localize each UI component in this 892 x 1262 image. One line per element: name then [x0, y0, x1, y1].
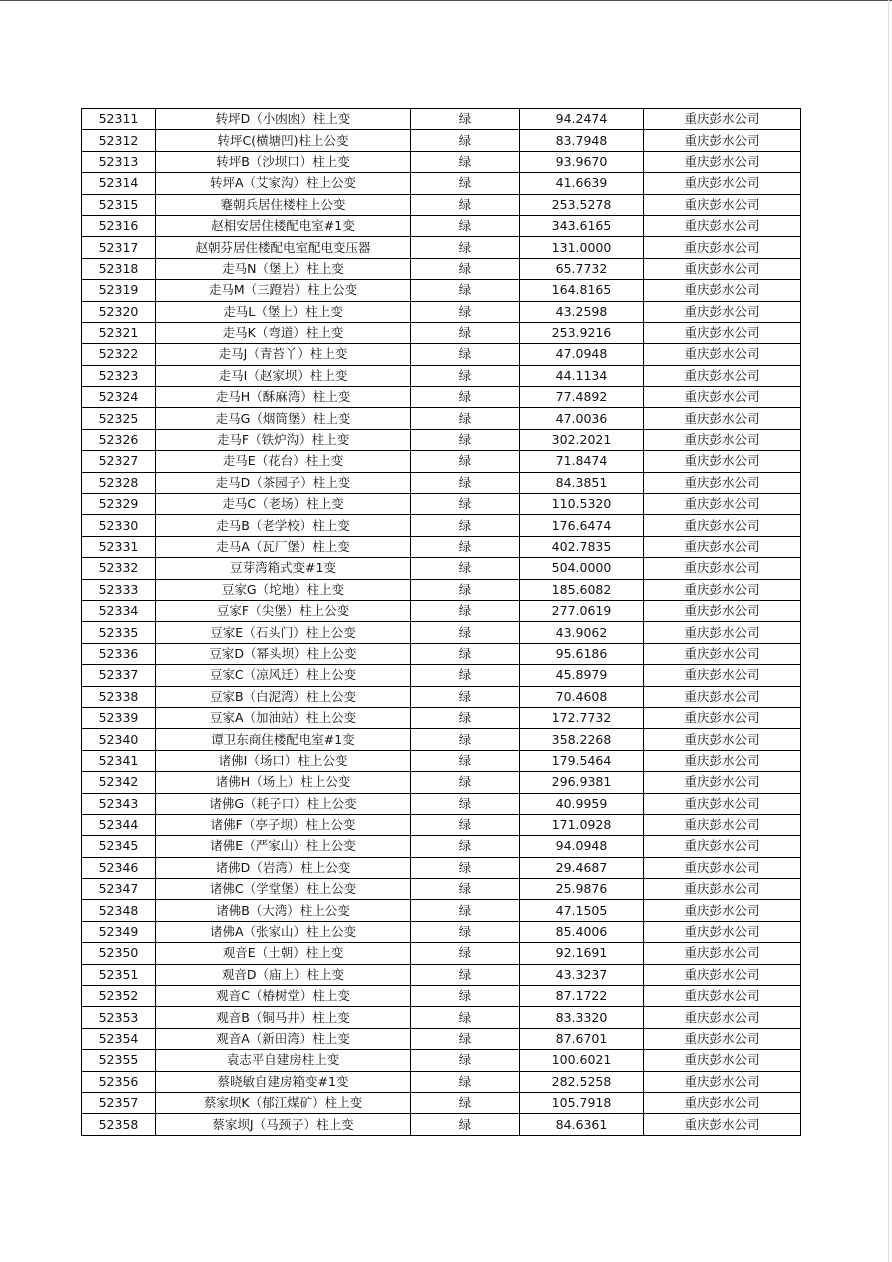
- company-cell: 重庆彭水公司: [644, 344, 801, 365]
- value-cell: 253.5278: [520, 194, 644, 215]
- status-color-cell: 绿: [411, 1028, 520, 1049]
- transformer-name-cell: 走马F（铁炉沟）柱上变: [156, 429, 411, 450]
- table-row: [82, 707, 801, 728]
- company-cell: 重庆彭水公司: [644, 536, 801, 557]
- row-id-cell: 52315: [82, 194, 156, 215]
- transformer-name-cell: 走马J（青苔丫）柱上变: [156, 344, 411, 365]
- transformer-name-cell: 豆家B（白泥湾）柱上公变: [156, 686, 411, 707]
- row-id-cell: 52357: [82, 1092, 156, 1113]
- row-id-cell: 52355: [82, 1050, 156, 1071]
- table-row: [82, 1092, 801, 1113]
- row-id-cell: 52339: [82, 707, 156, 728]
- status-color-cell: 绿: [411, 964, 520, 985]
- table-row: [82, 1007, 801, 1028]
- row-id-cell: 52316: [82, 215, 156, 236]
- row-id-cell: 52314: [82, 173, 156, 194]
- transformer-name-cell: 蔡家坝J（马颈子）柱上变: [156, 1114, 411, 1135]
- transformer-name-cell: 蔡家坝K（郁江煤矿）柱上变: [156, 1092, 411, 1113]
- status-color-cell: 绿: [411, 986, 520, 1007]
- table-row: [82, 921, 801, 942]
- table-row: [82, 686, 801, 707]
- row-id-cell: 52313: [82, 151, 156, 172]
- row-id-cell: 52349: [82, 921, 156, 942]
- table-row: [82, 301, 801, 322]
- table-row: [82, 1114, 801, 1135]
- row-id-cell: 52345: [82, 836, 156, 857]
- status-color-cell: 绿: [411, 665, 520, 686]
- value-cell: 85.4006: [520, 921, 644, 942]
- company-cell: 重庆彭水公司: [644, 215, 801, 236]
- company-cell: 重庆彭水公司: [644, 130, 801, 151]
- status-color-cell: 绿: [411, 793, 520, 814]
- row-id-cell: 52341: [82, 750, 156, 771]
- table-row: [82, 793, 801, 814]
- company-cell: 重庆彭水公司: [644, 322, 801, 343]
- row-id-cell: 52343: [82, 793, 156, 814]
- status-color-cell: 绿: [411, 1071, 520, 1092]
- row-id-cell: 52325: [82, 408, 156, 429]
- transformer-name-cell: 观音E（土朝）柱上变: [156, 943, 411, 964]
- company-cell: 重庆彭水公司: [644, 1092, 801, 1113]
- company-cell: 重庆彭水公司: [644, 365, 801, 386]
- table-row: [82, 622, 801, 643]
- table-row: [82, 515, 801, 536]
- transformer-name-cell: 走马D（茶园子）柱上变: [156, 472, 411, 493]
- table-row: [82, 109, 801, 130]
- transformer-name-cell: 观音B（铜马井）柱上变: [156, 1007, 411, 1028]
- transformer-name-cell: 赵相安居住楼配电室#1变: [156, 215, 411, 236]
- value-cell: 296.9381: [520, 772, 644, 793]
- company-cell: 重庆彭水公司: [644, 494, 801, 515]
- company-cell: 重庆彭水公司: [644, 665, 801, 686]
- row-id-cell: 52338: [82, 686, 156, 707]
- table-row: [82, 536, 801, 557]
- status-color-cell: 绿: [411, 173, 520, 194]
- row-id-cell: 52323: [82, 365, 156, 386]
- company-cell: 重庆彭水公司: [644, 1007, 801, 1028]
- value-cell: 45.8979: [520, 665, 644, 686]
- value-cell: 41.6639: [520, 173, 644, 194]
- transformer-name-cell: 走马B（老学校）柱上变: [156, 515, 411, 536]
- row-id-cell: 52329: [82, 494, 156, 515]
- row-id-cell: 52330: [82, 515, 156, 536]
- row-id-cell: 52327: [82, 451, 156, 472]
- company-cell: 重庆彭水公司: [644, 879, 801, 900]
- status-color-cell: 绿: [411, 151, 520, 172]
- transformer-name-cell: 走马N（堡上）柱上变: [156, 258, 411, 279]
- status-color-cell: 绿: [411, 258, 520, 279]
- table-row: [82, 857, 801, 878]
- transformer-name-cell: 赵朝芬居住楼配电室配电变压器: [156, 237, 411, 258]
- status-color-cell: 绿: [411, 215, 520, 236]
- status-color-cell: 绿: [411, 301, 520, 322]
- transformer-name-cell: 观音D（庙上）柱上变: [156, 964, 411, 985]
- table-row: [82, 451, 801, 472]
- status-color-cell: 绿: [411, 1092, 520, 1113]
- company-cell: 重庆彭水公司: [644, 301, 801, 322]
- value-cell: 185.6082: [520, 579, 644, 600]
- table-row: [82, 215, 801, 236]
- value-cell: 70.4608: [520, 686, 644, 707]
- value-cell: 176.6474: [520, 515, 644, 536]
- transformer-name-cell: 诸佛H（场上）柱上公变: [156, 772, 411, 793]
- status-color-cell: 绿: [411, 365, 520, 386]
- row-id-cell: 52332: [82, 558, 156, 579]
- row-id-cell: 52350: [82, 943, 156, 964]
- company-cell: 重庆彭水公司: [644, 600, 801, 621]
- company-cell: 重庆彭水公司: [644, 857, 801, 878]
- transformer-name-cell: 观音A（新田湾）柱上变: [156, 1028, 411, 1049]
- value-cell: 282.5258: [520, 1071, 644, 1092]
- transformer-name-cell: 诸佛I（场口）柱上公变: [156, 750, 411, 771]
- status-color-cell: 绿: [411, 472, 520, 493]
- company-cell: 重庆彭水公司: [644, 109, 801, 130]
- value-cell: 47.0036: [520, 408, 644, 429]
- transformer-name-cell: 豆家E（石头门）柱上公变: [156, 622, 411, 643]
- row-id-cell: 52334: [82, 600, 156, 621]
- transformer-name-cell: 走马I（赵家坝）柱上变: [156, 365, 411, 386]
- table-row: [82, 322, 801, 343]
- transformer-name-cell: 走马A（瓦厂堡）柱上变: [156, 536, 411, 557]
- table-row: [82, 964, 801, 985]
- status-color-cell: 绿: [411, 600, 520, 621]
- transformer-name-cell: 诸佛G（耗子口）柱上公变: [156, 793, 411, 814]
- company-cell: 重庆彭水公司: [644, 1028, 801, 1049]
- transformer-name-cell: 走马E（花台）柱上变: [156, 451, 411, 472]
- company-cell: 重庆彭水公司: [644, 943, 801, 964]
- value-cell: 83.3320: [520, 1007, 644, 1028]
- status-color-cell: 绿: [411, 879, 520, 900]
- table-row: [82, 750, 801, 771]
- table-row: [82, 814, 801, 835]
- value-cell: 95.6186: [520, 643, 644, 664]
- transformer-name-cell: 豆家D（幂头坝）柱上公变: [156, 643, 411, 664]
- company-cell: 重庆彭水公司: [644, 558, 801, 579]
- status-color-cell: 绿: [411, 387, 520, 408]
- company-cell: 重庆彭水公司: [644, 750, 801, 771]
- transformer-name-cell: 转坪A（艾家沟）柱上公变: [156, 173, 411, 194]
- table-row: [82, 879, 801, 900]
- status-color-cell: 绿: [411, 1114, 520, 1135]
- company-cell: 重庆彭水公司: [644, 622, 801, 643]
- company-cell: 重庆彭水公司: [644, 986, 801, 1007]
- row-id-cell: 52324: [82, 387, 156, 408]
- row-id-cell: 52319: [82, 280, 156, 301]
- value-cell: 100.6021: [520, 1050, 644, 1071]
- value-cell: 93.9670: [520, 151, 644, 172]
- status-color-cell: 绿: [411, 1007, 520, 1028]
- status-color-cell: 绿: [411, 686, 520, 707]
- transformer-name-cell: 诸佛F（亭子坝）柱上公变: [156, 814, 411, 835]
- transformer-name-cell: 走马G（烟筒堡）柱上变: [156, 408, 411, 429]
- company-cell: 重庆彭水公司: [644, 387, 801, 408]
- status-color-cell: 绿: [411, 857, 520, 878]
- transformer-name-cell: 豆芽湾箱式变#1变: [156, 558, 411, 579]
- table-row: [82, 387, 801, 408]
- status-color-cell: 绿: [411, 280, 520, 301]
- row-id-cell: 52340: [82, 729, 156, 750]
- row-id-cell: 52331: [82, 536, 156, 557]
- company-cell: 重庆彭水公司: [644, 151, 801, 172]
- row-id-cell: 52352: [82, 986, 156, 1007]
- transformer-name-cell: 诸佛C（学堂堡）柱上公变: [156, 879, 411, 900]
- value-cell: 164.8165: [520, 280, 644, 301]
- status-color-cell: 绿: [411, 536, 520, 557]
- transformer-name-cell: 转坪B（沙坝口）柱上变: [156, 151, 411, 172]
- status-color-cell: 绿: [411, 237, 520, 258]
- transformer-name-cell: 谭卫东商住楼配电室#1变: [156, 729, 411, 750]
- row-id-cell: 52337: [82, 665, 156, 686]
- status-color-cell: 绿: [411, 194, 520, 215]
- value-cell: 43.9062: [520, 622, 644, 643]
- status-color-cell: 绿: [411, 429, 520, 450]
- status-color-cell: 绿: [411, 921, 520, 942]
- company-cell: 重庆彭水公司: [644, 429, 801, 450]
- status-color-cell: 绿: [411, 643, 520, 664]
- row-id-cell: 52326: [82, 429, 156, 450]
- row-id-cell: 52342: [82, 772, 156, 793]
- value-cell: 171.0928: [520, 814, 644, 835]
- table-row: [82, 1071, 801, 1092]
- company-cell: 重庆彭水公司: [644, 686, 801, 707]
- row-id-cell: 52346: [82, 857, 156, 878]
- value-cell: 172.7732: [520, 707, 644, 728]
- table-row: [82, 986, 801, 1007]
- transformer-name-cell: 豆家C（凉风迁）柱上公变: [156, 665, 411, 686]
- transformer-name-cell: 走马L（堡上）柱上变: [156, 301, 411, 322]
- value-cell: 94.0948: [520, 836, 644, 857]
- value-cell: 84.3851: [520, 472, 644, 493]
- value-cell: 94.2474: [520, 109, 644, 130]
- table-row: [82, 558, 801, 579]
- transformer-name-cell: 诸佛A（张家山）柱上公变: [156, 921, 411, 942]
- table-row: [82, 772, 801, 793]
- value-cell: 84.6361: [520, 1114, 644, 1135]
- status-color-cell: 绿: [411, 772, 520, 793]
- row-id-cell: 52321: [82, 322, 156, 343]
- value-cell: 77.4892: [520, 387, 644, 408]
- status-color-cell: 绿: [411, 494, 520, 515]
- status-color-cell: 绿: [411, 451, 520, 472]
- table-row: [82, 130, 801, 151]
- transformer-name-cell: 蔡晓敏自建房箱变#1变: [156, 1071, 411, 1092]
- company-cell: 重庆彭水公司: [644, 515, 801, 536]
- transformer-name-cell: 豆家F（尖堡）柱上公变: [156, 600, 411, 621]
- transformer-name-cell: 走马H（酥麻湾）柱上变: [156, 387, 411, 408]
- value-cell: 92.1691: [520, 943, 644, 964]
- value-cell: 44.1134: [520, 365, 644, 386]
- value-cell: 343.6165: [520, 215, 644, 236]
- value-cell: 47.1505: [520, 900, 644, 921]
- value-cell: 402.7835: [520, 536, 644, 557]
- row-id-cell: 52333: [82, 579, 156, 600]
- table-row: [82, 173, 801, 194]
- table-row: [82, 1050, 801, 1071]
- row-id-cell: 52353: [82, 1007, 156, 1028]
- table-row: [82, 344, 801, 365]
- value-cell: 302.2021: [520, 429, 644, 450]
- transformer-name-cell: 走马C（老场）柱上变: [156, 494, 411, 515]
- company-cell: 重庆彭水公司: [644, 280, 801, 301]
- row-id-cell: 52336: [82, 643, 156, 664]
- table-row: [82, 943, 801, 964]
- company-cell: 重庆彭水公司: [644, 900, 801, 921]
- status-color-cell: 绿: [411, 1050, 520, 1071]
- table-row: [82, 472, 801, 493]
- company-cell: 重庆彭水公司: [644, 1114, 801, 1135]
- company-cell: 重庆彭水公司: [644, 836, 801, 857]
- transformer-table: [81, 108, 801, 1136]
- status-color-cell: 绿: [411, 558, 520, 579]
- value-cell: 25.9876: [520, 879, 644, 900]
- company-cell: 重庆彭水公司: [644, 408, 801, 429]
- table-row: [82, 258, 801, 279]
- transformer-name-cell: 诸佛D（岩湾）柱上公变: [156, 857, 411, 878]
- table-row: [82, 194, 801, 215]
- row-id-cell: 52356: [82, 1071, 156, 1092]
- value-cell: 277.0619: [520, 600, 644, 621]
- row-id-cell: 52347: [82, 879, 156, 900]
- row-id-cell: 52348: [82, 900, 156, 921]
- row-id-cell: 52318: [82, 258, 156, 279]
- status-color-cell: 绿: [411, 814, 520, 835]
- company-cell: 重庆彭水公司: [644, 451, 801, 472]
- status-color-cell: 绿: [411, 109, 520, 130]
- table-row: [82, 600, 801, 621]
- table-row: [82, 237, 801, 258]
- transformer-name-cell: 观音C（椿树堂）柱上变: [156, 986, 411, 1007]
- value-cell: 83.7948: [520, 130, 644, 151]
- row-id-cell: 52344: [82, 814, 156, 835]
- value-cell: 110.5320: [520, 494, 644, 515]
- value-cell: 29.4687: [520, 857, 644, 878]
- value-cell: 253.9216: [520, 322, 644, 343]
- row-id-cell: 52358: [82, 1114, 156, 1135]
- table-row: [82, 365, 801, 386]
- status-color-cell: 绿: [411, 707, 520, 728]
- table-row: [82, 836, 801, 857]
- transformer-name-cell: 袁志平自建房柱上变: [156, 1050, 411, 1071]
- transformer-name-cell: 诸佛E（严家山）柱上公变: [156, 836, 411, 857]
- row-id-cell: 52335: [82, 622, 156, 643]
- transformer-name-cell: 豆家A（加油站）柱上公变: [156, 707, 411, 728]
- table-row: [82, 643, 801, 664]
- value-cell: 43.2598: [520, 301, 644, 322]
- table-row: [82, 900, 801, 921]
- transformer-name-cell: 豆家G（坨地）柱上变: [156, 579, 411, 600]
- table-row: [82, 151, 801, 172]
- company-cell: 重庆彭水公司: [644, 472, 801, 493]
- table-row: [82, 729, 801, 750]
- value-cell: 43.3237: [520, 964, 644, 985]
- table-row: [82, 579, 801, 600]
- value-cell: 65.7732: [520, 258, 644, 279]
- status-color-cell: 绿: [411, 750, 520, 771]
- row-id-cell: 52322: [82, 344, 156, 365]
- transformer-name-cell: 转坪D（小凼凼）柱上变: [156, 109, 411, 130]
- status-color-cell: 绿: [411, 943, 520, 964]
- status-color-cell: 绿: [411, 579, 520, 600]
- value-cell: 40.9959: [520, 793, 644, 814]
- status-color-cell: 绿: [411, 408, 520, 429]
- value-cell: 87.1722: [520, 986, 644, 1007]
- company-cell: 重庆彭水公司: [644, 729, 801, 750]
- row-id-cell: 52312: [82, 130, 156, 151]
- status-color-cell: 绿: [411, 622, 520, 643]
- company-cell: 重庆彭水公司: [644, 707, 801, 728]
- table-row: [82, 280, 801, 301]
- row-id-cell: 52311: [82, 109, 156, 130]
- value-cell: 504.0000: [520, 558, 644, 579]
- company-cell: 重庆彭水公司: [644, 814, 801, 835]
- transformer-name-cell: 诸佛B（大湾）柱上公变: [156, 900, 411, 921]
- value-cell: 358.2268: [520, 729, 644, 750]
- table-row: [82, 1028, 801, 1049]
- company-cell: 重庆彭水公司: [644, 194, 801, 215]
- value-cell: 131.0000: [520, 237, 644, 258]
- status-color-cell: 绿: [411, 322, 520, 343]
- page-right-border: [888, 0, 889, 1262]
- company-cell: 重庆彭水公司: [644, 237, 801, 258]
- table-row: [82, 665, 801, 686]
- transformer-name-cell: 走马M（三蹬岩）柱上公变: [156, 280, 411, 301]
- row-id-cell: 52317: [82, 237, 156, 258]
- company-cell: 重庆彭水公司: [644, 1071, 801, 1092]
- company-cell: 重庆彭水公司: [644, 793, 801, 814]
- status-color-cell: 绿: [411, 729, 520, 750]
- company-cell: 重庆彭水公司: [644, 258, 801, 279]
- transformer-name-cell: 转坪C(横塘凹)柱上公变: [156, 130, 411, 151]
- status-color-cell: 绿: [411, 836, 520, 857]
- row-id-cell: 52320: [82, 301, 156, 322]
- value-cell: 179.5464: [520, 750, 644, 771]
- status-color-cell: 绿: [411, 130, 520, 151]
- table-row: [82, 494, 801, 515]
- value-cell: 87.6701: [520, 1028, 644, 1049]
- table-row: [82, 429, 801, 450]
- company-cell: 重庆彭水公司: [644, 643, 801, 664]
- status-color-cell: 绿: [411, 344, 520, 365]
- page-top-border: [0, 0, 892, 1]
- company-cell: 重庆彭水公司: [644, 921, 801, 942]
- status-color-cell: 绿: [411, 900, 520, 921]
- table-row: [82, 408, 801, 429]
- company-cell: 重庆彭水公司: [644, 1050, 801, 1071]
- transformer-name-cell: 走马K（弯道）柱上变: [156, 322, 411, 343]
- company-cell: 重庆彭水公司: [644, 772, 801, 793]
- row-id-cell: 52354: [82, 1028, 156, 1049]
- company-cell: 重庆彭水公司: [644, 173, 801, 194]
- company-cell: 重庆彭水公司: [644, 964, 801, 985]
- row-id-cell: 52351: [82, 964, 156, 985]
- value-cell: 47.0948: [520, 344, 644, 365]
- value-cell: 105.7918: [520, 1092, 644, 1113]
- status-color-cell: 绿: [411, 515, 520, 536]
- row-id-cell: 52328: [82, 472, 156, 493]
- value-cell: 71.8474: [520, 451, 644, 472]
- transformer-name-cell: 蹇朝兵居住楼柱上公变: [156, 194, 411, 215]
- company-cell: 重庆彭水公司: [644, 579, 801, 600]
